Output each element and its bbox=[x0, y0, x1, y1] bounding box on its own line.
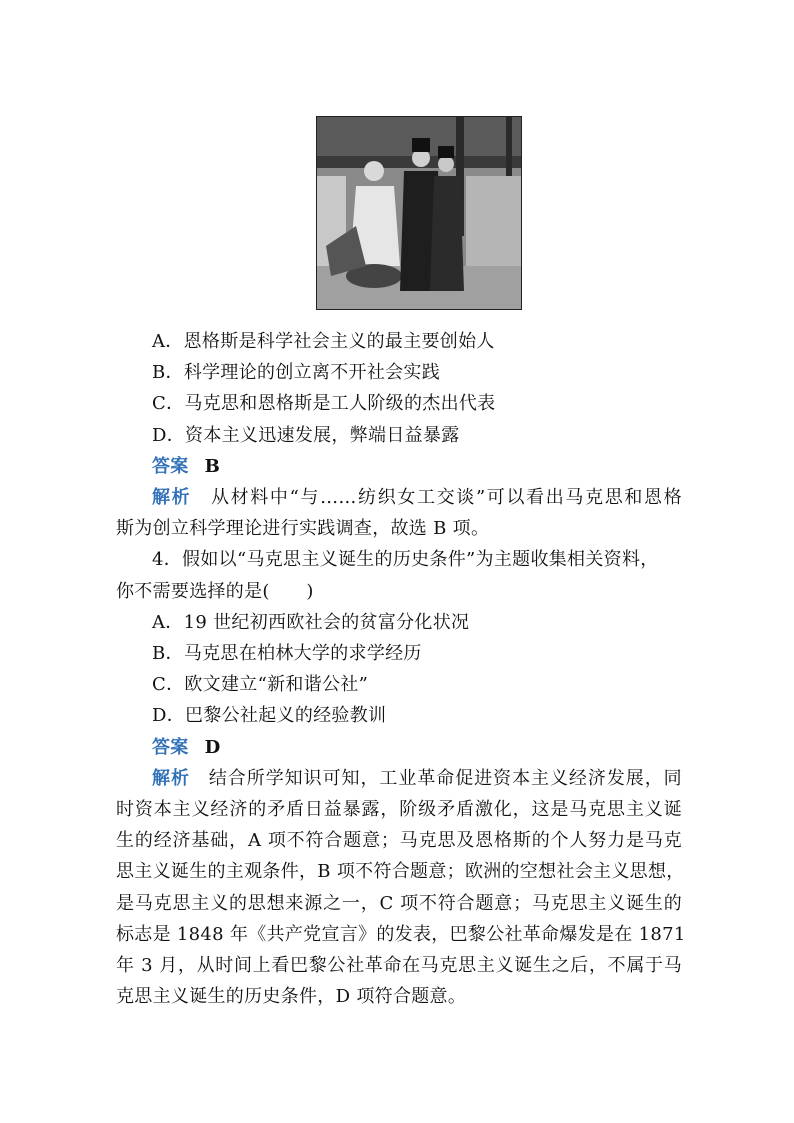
q3-option-d: D．资本主义迅速发展，弊端日益暴露 bbox=[152, 424, 460, 446]
q4-analysis-line-4: 思主义诞生的主观条件，B 项不符合题意；欧洲的空想社会主义思想， bbox=[116, 861, 685, 883]
q4-answer bbox=[116, 732, 682, 763]
q4-analysis-line-8: 克思主义诞生的历史条件，D 项符合题意。 bbox=[116, 986, 467, 1008]
q3-option-c: C．马克思和恩格斯是工人阶级的杰出代表 bbox=[152, 393, 496, 415]
q4-analysis-label: 解析 bbox=[152, 767, 190, 789]
q4-answer-label: 答案 bbox=[152, 736, 189, 758]
q3-option-b: B．科学理论的创立离不开社会实践 bbox=[152, 362, 441, 384]
question-content bbox=[116, 326, 686, 1012]
q3-answer-value: B bbox=[204, 455, 221, 477]
q3-analysis-label: 解析 bbox=[152, 487, 192, 509]
q4-analysis-text-1: 结合所学知识可知，工业革命促进资本主义经济发展，同 bbox=[208, 767, 682, 789]
q3-option-a: A．恩格斯是科学社会主义的最主要创始人 bbox=[152, 331, 495, 352]
q4-option-c: C．欧文建立“新和谐公社” bbox=[152, 674, 369, 696]
q4-option-a: A．19 世纪初西欧社会的贫富分化状况 bbox=[152, 611, 470, 633]
q4-analysis-line-7: 年 3 月，从时间上看巴黎公社革命在马克思主义诞生之后，不属于马 bbox=[116, 955, 682, 977]
q4-option-b: B．马克思在柏林大学的求学经历 bbox=[152, 643, 422, 665]
q4-question-line-2: 你不需要选择的是( ) bbox=[116, 580, 314, 602]
q3-analysis-line-1 bbox=[116, 482, 682, 513]
q3-answer bbox=[116, 451, 682, 482]
q4-option-d: D．巴黎公社起义的经验教训 bbox=[152, 705, 387, 727]
q4-analysis-line-5: 是马克思主义的思想来源之一，C 项不符合题意；马克思主义诞生的 bbox=[116, 892, 682, 914]
q4-answer-value: D bbox=[204, 736, 221, 758]
q3-analysis-text-1: 从材料中“与……纺织女工交谈”可以看出马克思和恩格 bbox=[210, 487, 682, 509]
q3-answer-label: 答案 bbox=[152, 455, 189, 477]
q4-analysis-line-1 bbox=[116, 763, 682, 794]
q4-question-line-1: 4．假如以“马克思主义诞生的历史条件”为主题收集相关资料， bbox=[152, 549, 659, 571]
historical-photo bbox=[316, 116, 522, 310]
q4-analysis-line-6: 标志是 1848 年《共产党宣言》的发表，巴黎公社革命爆发是在 1871 bbox=[116, 923, 686, 945]
q4-analysis-line-2: 时资本主义经济的矛盾日益暴露，阶级矛盾激化，这是马克思主义诞 bbox=[116, 799, 682, 821]
q3-analysis-line-2: 斯为创立科学理论进行实践调查，故选 B 项。 bbox=[116, 518, 490, 540]
q4-analysis-line-3: 生的经济基础，A 项不符合题意；马克思及恩格斯的个人努力是马克 bbox=[116, 830, 682, 852]
